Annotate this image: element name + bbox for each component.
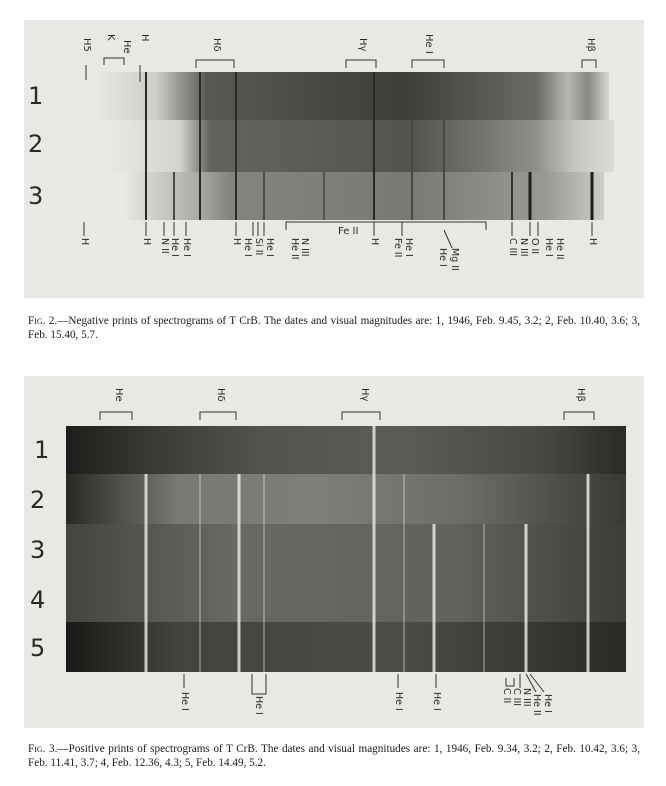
row-number-2: 2 — [30, 486, 46, 514]
top-label-h5: H5 — [81, 38, 92, 52]
top-label-h-beta: Hβ — [575, 388, 586, 402]
figure-3-caption-prefix: Fig. 3. — [28, 743, 58, 755]
bottom-label: H — [79, 238, 90, 246]
top-label-h-delta: Hδ — [215, 388, 226, 402]
spectrum-strip-1 — [66, 426, 626, 474]
bottom-label: He II — [289, 238, 300, 260]
figure-2-caption-text: —Negative prints of spectrograms of T CrB. The dates and visual magnitudes are: 1, 1946, Feb. 9.45, 3.2; 2, Feb. 10.40, 3.6; 3, Feb. 15.40, 5.7. — [28, 315, 641, 341]
bottom-label: He I — [169, 238, 180, 257]
bottom-label: He I — [264, 238, 275, 257]
bottom-label: He I — [253, 696, 264, 715]
bottom-label: C II — [501, 688, 512, 704]
bottom-label: H — [587, 238, 598, 246]
row-number-2: 2 — [28, 130, 44, 158]
row-number-1: 1 — [28, 82, 44, 110]
bottom-label: He I — [403, 238, 414, 257]
top-label-he: He — [121, 40, 132, 54]
bottom-label: He I — [431, 692, 442, 711]
bottom-label: He I — [242, 238, 253, 257]
bottom-label: He II — [554, 238, 565, 260]
bottom-label: H — [141, 238, 152, 246]
row-number-1: 1 — [34, 436, 50, 464]
row-number-4: 4 — [30, 586, 46, 614]
figure-3-spectra — [24, 376, 644, 728]
bottom-label: N II — [159, 238, 170, 254]
bottom-label: He II — [531, 694, 542, 716]
bottom-label: H — [231, 238, 242, 246]
bottom-marks — [184, 674, 544, 694]
top-label-he: He — [113, 388, 124, 402]
bottom-label: He I — [393, 692, 404, 711]
figure-2-caption-prefix: Fig. 2. — [28, 315, 58, 327]
bottom-label: C III — [511, 688, 522, 707]
bottom-label-fe-ii-bracket: Fe II — [338, 226, 359, 237]
top-label-h-beta: Hβ — [585, 38, 596, 52]
bottom-label: C III — [507, 238, 518, 257]
bottom-label: H — [369, 238, 380, 246]
spectrum-strip-1 — [94, 72, 609, 120]
figure-3-caption-text: —Positive prints of spectrograms of T CrB. The dates and visual magnitudes are: 1, 1946, Feb. 9.34, 3.2; 2, Feb. 10.42, 3.6; 3, Feb. 11.41, 3.7; 4, Feb. 12.36, 4.3; 5, Feb. 14.49, 5.2. — [28, 743, 641, 769]
top-bracket-marks — [100, 412, 594, 420]
figure-2-plate — [24, 20, 644, 298]
bottom-label: He I — [543, 238, 554, 257]
bottom-label: He I — [437, 248, 448, 267]
top-label-h: H — [139, 34, 150, 42]
figure-3-caption — [28, 742, 640, 770]
bottom-label: Si II — [253, 238, 264, 256]
spectrum-strip-5 — [66, 622, 626, 672]
figure-3-plate — [24, 376, 644, 728]
bottom-label: He I — [542, 694, 553, 713]
top-label-he-i: He I — [423, 34, 434, 54]
bottom-label: N III — [521, 688, 532, 707]
bottom-label: He I — [181, 238, 192, 257]
top-label-h-gamma: Hγ — [359, 388, 370, 402]
bottom-label: N III — [518, 238, 529, 257]
row-number-3: 3 — [28, 182, 44, 210]
bottom-label: Fe II — [392, 238, 403, 258]
spectrum-strip-3 — [124, 172, 604, 220]
figure-2-caption — [28, 314, 640, 342]
top-label-h-delta: Hδ — [211, 38, 222, 52]
bottom-label: O II — [529, 238, 540, 255]
spectrum-strip-2 — [66, 474, 626, 524]
bottom-label: He I — [179, 692, 190, 711]
spectrum-strip-3 — [66, 524, 626, 572]
spectrum-strip-4 — [66, 572, 626, 622]
top-label-k: K — [105, 34, 116, 41]
spectrum-strip-2 — [109, 120, 614, 172]
top-label-h-gamma: Hγ — [357, 38, 368, 52]
bottom-label: Mg II — [449, 248, 460, 271]
bottom-label: N III — [299, 238, 310, 257]
row-number-3: 3 — [30, 536, 46, 564]
row-number-5: 5 — [30, 634, 46, 662]
